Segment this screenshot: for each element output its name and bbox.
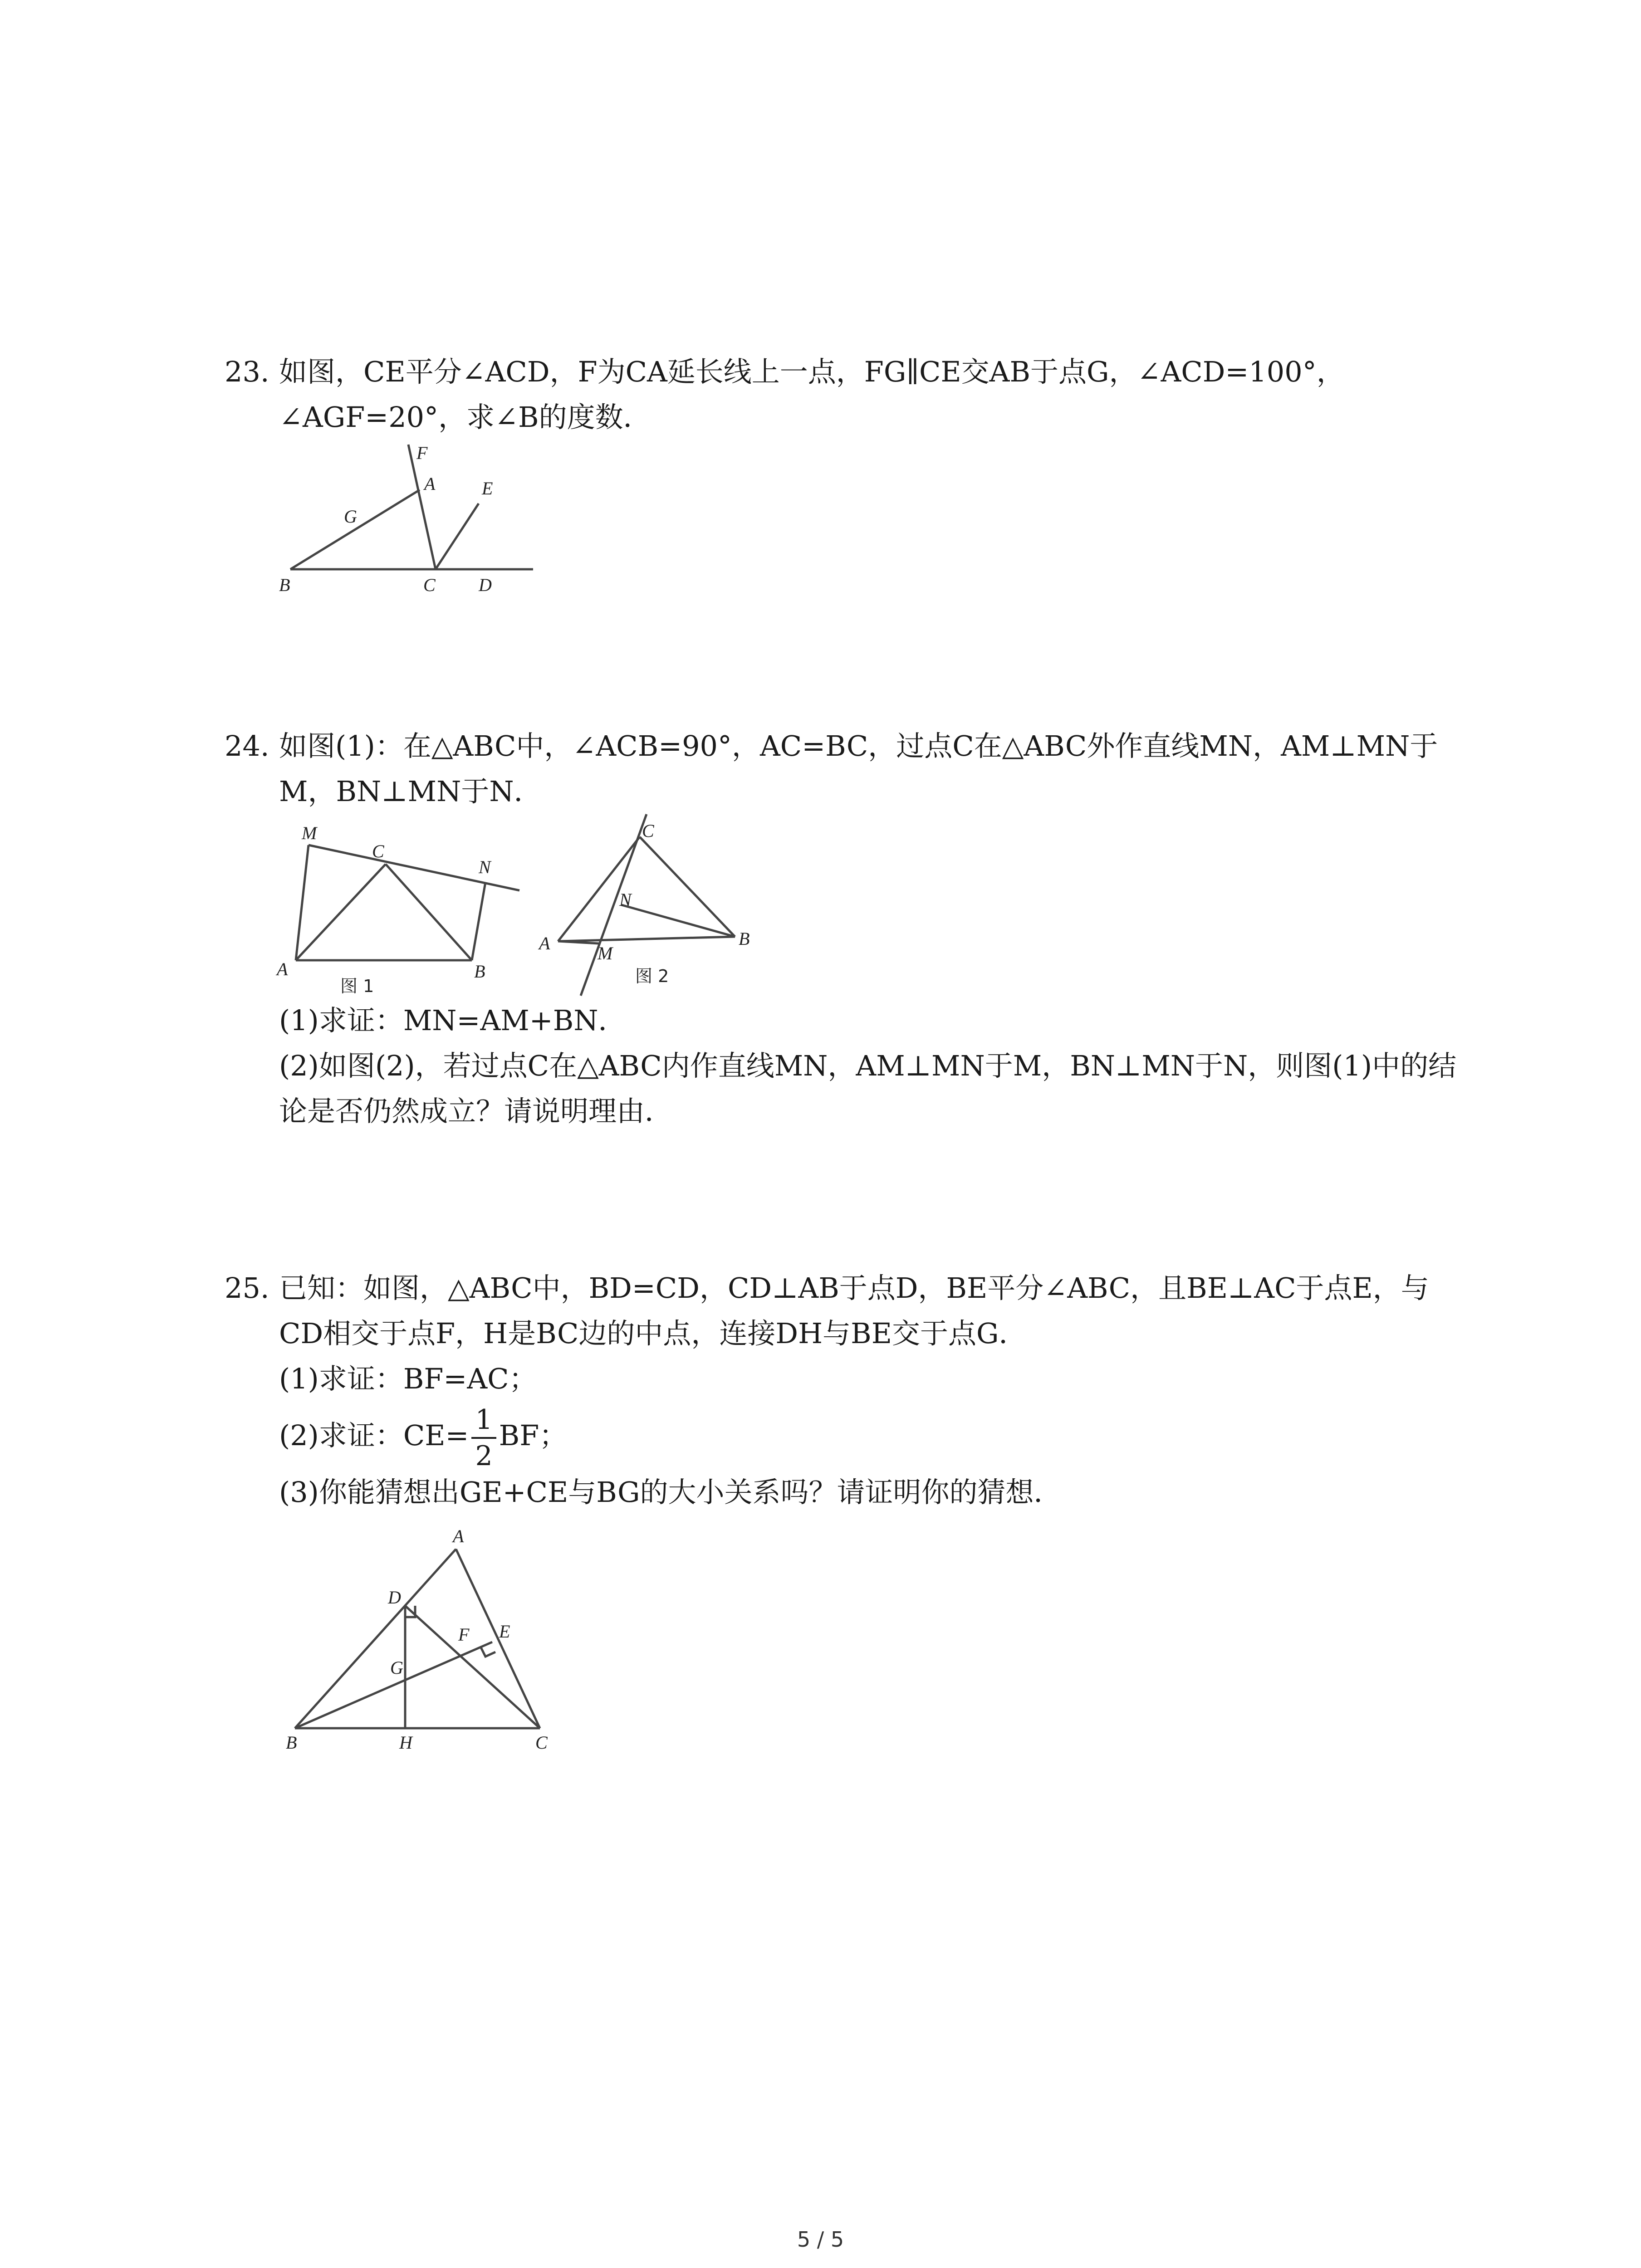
question-25-part-2: (2)求证：CE= $\frac{1}{2}$ BF； (279, 1403, 568, 1472)
label-F: F (458, 1624, 470, 1645)
question-23-line-1: 23. 如图，CE平分∠ACD，F为CA延长线上一点，FG∥CE交AB于点G，∠ACD=100°， (225, 349, 1450, 395)
question-24-number: 24. (225, 729, 269, 763)
label-A: A (539, 933, 550, 953)
label-A: A (453, 1526, 464, 1546)
label-B: B (286, 1732, 297, 1753)
question-25-number: 25. (225, 1271, 269, 1305)
label-N: N (619, 890, 632, 910)
question-25 (225, 1266, 1450, 1515)
question-24-figure-2 (535, 810, 771, 1000)
question-23-figure (272, 435, 544, 599)
question-23 (225, 349, 1450, 440)
question-25-line-2: CD相交于点F，H是BC边的中点，连接DH与BE交于点G． (279, 1317, 1027, 1350)
question-25-line-1: 25. 已知：如图，△ABC中，BD=CD，CD⊥AB于点D，BE平分∠ABC，且BE⊥AC于点E，与 (225, 1266, 1450, 1311)
question-24-line-2: M，BN⊥MN于N． (279, 775, 542, 808)
question-23-number: 23. (225, 355, 269, 388)
label-F: F (416, 443, 428, 463)
label-E: E (499, 1621, 510, 1642)
label-C: C (535, 1732, 548, 1753)
label-G: G (390, 1657, 403, 1678)
label-B: B (474, 961, 485, 982)
label-C: C (642, 821, 654, 841)
label-D: D (388, 1587, 401, 1608)
question-24-parts (225, 998, 1457, 1134)
question-23-line-2: ∠AGF=20°，求∠B的度数． (279, 401, 652, 434)
label-B: B (279, 575, 290, 595)
label-A: A (277, 959, 288, 979)
label-B: B (739, 929, 750, 949)
question-24-line-1: 24. 如图(1)：在△ABC中，∠ACB=90°，AC=BC，过点C在△ABC外作直线MN，AM⊥MN于 (225, 723, 1450, 769)
label-G: G (344, 506, 357, 527)
label-N: N (479, 857, 491, 877)
figure-1-caption: 图 1 (340, 976, 374, 996)
question-24-part-1: (1)求证：MN=AM+BN． (279, 1004, 627, 1037)
label-A: A (424, 474, 436, 494)
label-E: E (482, 478, 493, 499)
question-25-part-1: (1)求证：BF=AC； (279, 1362, 537, 1395)
question-24-figure-1 (272, 823, 535, 1000)
question-24-part-2-line-2: 论是否仍然成立？请说明理由． (279, 1095, 673, 1128)
question-25-part-3: (3)你能猜想出GE+CE与BG的大小关系吗？请证明你的猜想． (279, 1476, 1062, 1509)
label-H: H (399, 1732, 412, 1753)
page-number: 5 / 5 (797, 2227, 844, 2252)
question-24-part-2-line-1: (2)如图(2)，若过点C在△ABC内作直线MN，AM⊥MN于M，BN⊥MN于N，则图(1)中的结 (279, 1049, 1457, 1082)
question-25-figure (272, 1522, 572, 1758)
label-M: M (302, 823, 317, 843)
figure-2-caption: 图 2 (635, 966, 669, 986)
label-C: C (423, 575, 436, 595)
label-D: D (479, 575, 492, 595)
question-24 (225, 723, 1450, 814)
label-M: M (598, 943, 613, 963)
fraction-one-half: $\frac{1}{2}$ (471, 1406, 496, 1470)
label-C: C (372, 841, 384, 861)
